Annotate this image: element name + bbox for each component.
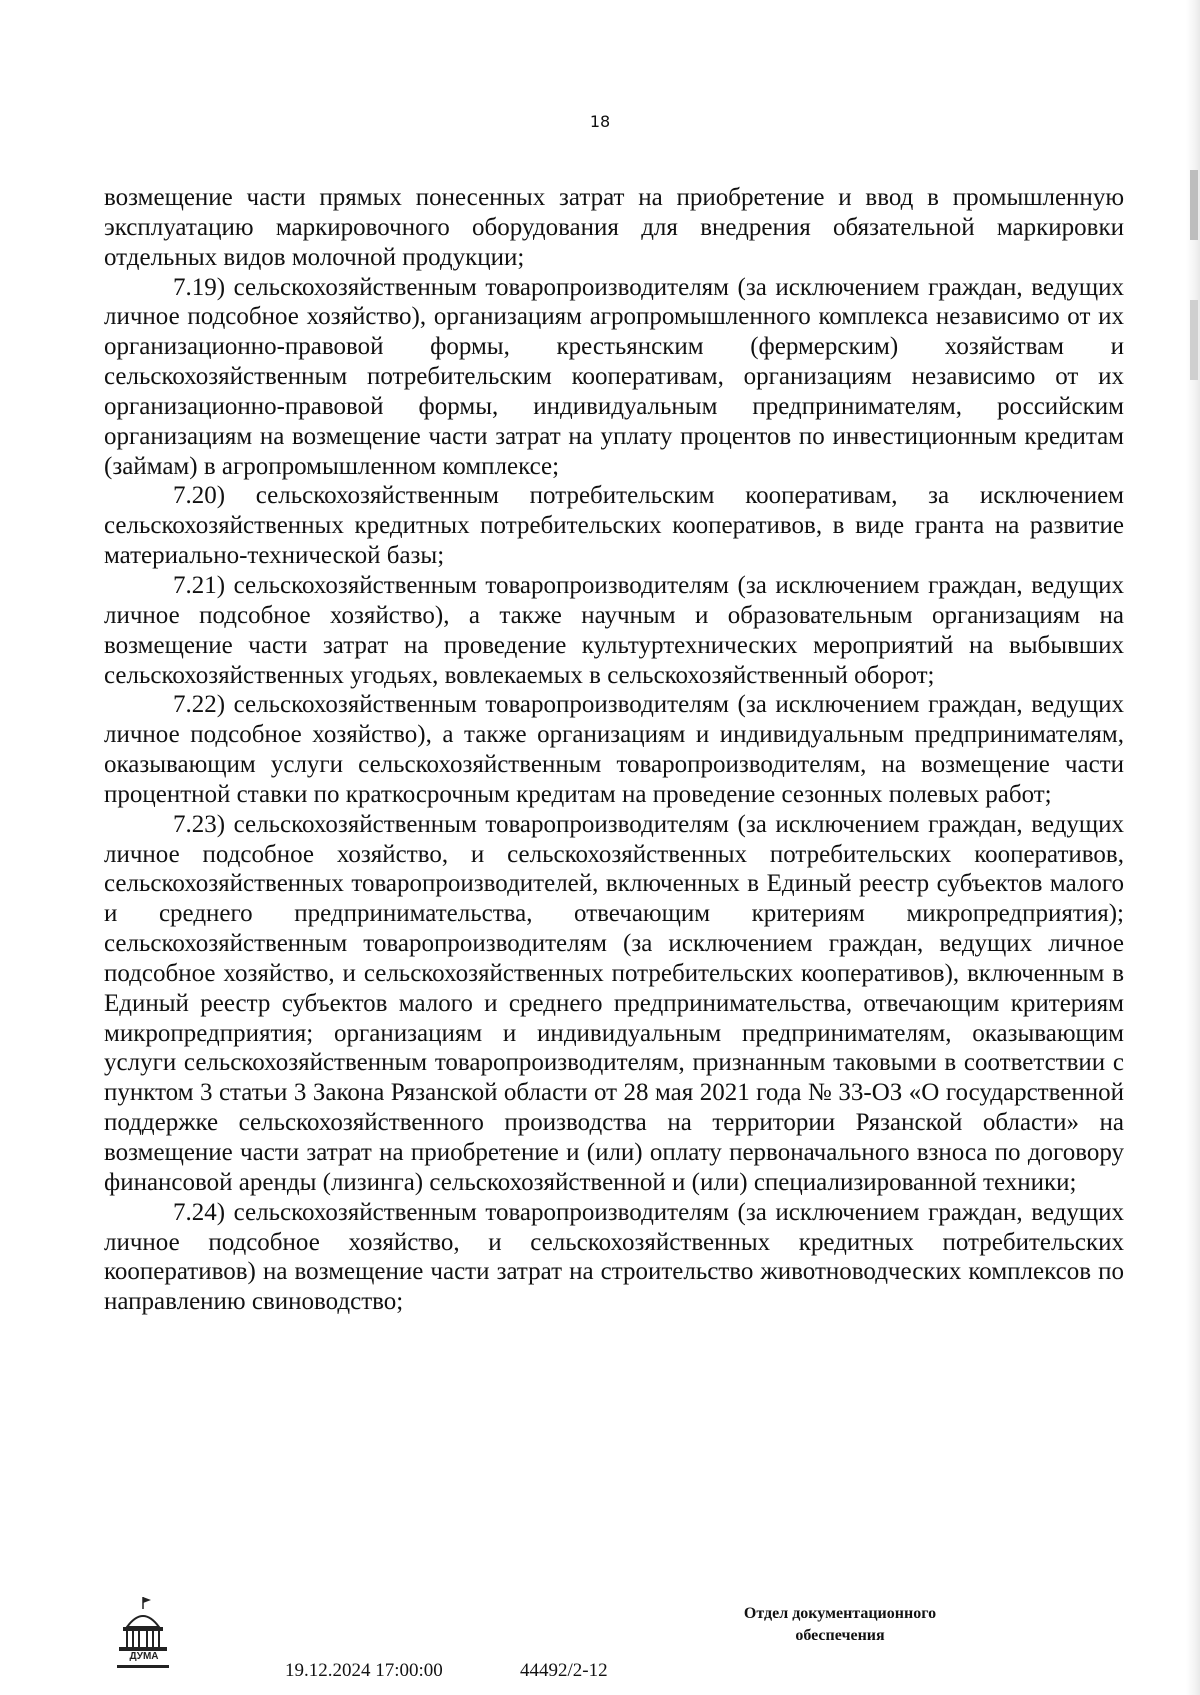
footer-datetime: 19.12.2024 17:00:00 (285, 1660, 443, 1681)
scan-edge-shadow (1186, 0, 1200, 1695)
scan-mark (1190, 170, 1198, 240)
paragraph: 7.23) сельскохозяйственным товаропроизводителям (за исключением граждан, ведущих личное подсобное хозяйство, и сельскохозяйственных потребительских кооперативов, сельскохозяйственных товаропроизводителей, включенных в Единый реестр субъектов малого и среднего предпринимательства, отвечающим критериям микропредприятия); сельскохозяйственным товаропроизводителям (за исключением граждан, ведущих личное подсобное хозяйство, и сельскохозяйственных потребительских кооперативов), включенным в Единый реестр субъектов малого и среднего предпринимательства, отвечающим критериям микропредприятия; организациям и индивидуальным предпринимателям, оказывающим услуги сельскохозяйственным товаропроизводителям, признанным таковыми в соответствии с пунктом 3 статьи 3 Закона Рязанской области от 28 мая 2021 года № 33-ОЗ «О государственной поддержке сельскохозяйственного производства на территории Рязанской области» на возмещение части затрат на приобретение и (или) оплату первоначального взноса по договору финансовой аренды (лизинга) сельскохозяйственной и (или) специализированной техники; (104, 810, 1124, 1196)
paragraph: 7.24) сельскохозяйственным товаропроизводителям (за исключением граждан, ведущих личное подсобное хозяйство, и сельскохозяйственных кредитных потребительских кооперативов) на возмещение части затрат на строительство животноводческих комплексов по направлению свиноводство; (104, 1198, 1124, 1316)
page-number: 18 (589, 112, 611, 131)
duma-logo-text: ДУМА (129, 1651, 159, 1662)
footer-document-number: 44492/2-12 (520, 1660, 608, 1681)
paragraph: 7.20) сельскохозяйственным потребительским кооперативам, за исключением сельскохозяйственных кредитных потребительских кооперативов, в виде гранта на развитие материально-технической базы; (104, 482, 1124, 570)
paragraph: 7.21) сельскохозяйственным товаропроизводителям (за исключением граждан, ведущих личное подсобное хозяйство), а также научным и образовательным организациям на возмещение части затрат на проведение культуртехнических мероприятий на выбывших сельскохозяйственных угодьях, вовлекаемых в сельскохозяйственный оборот; (104, 571, 1124, 689)
footer-department (690, 1603, 990, 1647)
document-body (104, 183, 1124, 1317)
paragraph: возмещение части прямых понесенных затрат на приобретение и ввод в промышленную эксплуатацию маркировочного оборудования для внедрения обязательной маркировки отдельных видов молочной продукции; (104, 184, 1124, 271)
scan-mark (1190, 300, 1198, 380)
department-line: обеспечения (795, 1627, 885, 1644)
paragraph: 7.19) сельскохозяйственным товаропроизводителям (за исключением граждан, ведущих личное подсобное хозяйство), организациям агропромышленного комплекса независимо от их организационно-правовой формы, крестьянским (фермерским) хозяйствам и сельскохозяйственным потребительским кооперативам, организациям независимо от их организационно-правовой формы, индивидуальным предпринимателям, российским организациям на возмещение части затрат на уплату процентов по инвестиционным кредитам (займам) в агропромышленном комплексе; (104, 273, 1124, 480)
paragraph: 7.22) сельскохозяйственным товаропроизводителям (за исключением граждан, ведущих личное подсобное хозяйство), а также организациям и индивидуальным предпринимателям, оказывающим услуги сельскохозяйственным товаропроизводителям, на возмещение части процентной ставки по краткосрочным кредитам на проведение сезонных полевых работ; (104, 691, 1124, 808)
department-line: Отдел документационного (743, 1605, 937, 1622)
